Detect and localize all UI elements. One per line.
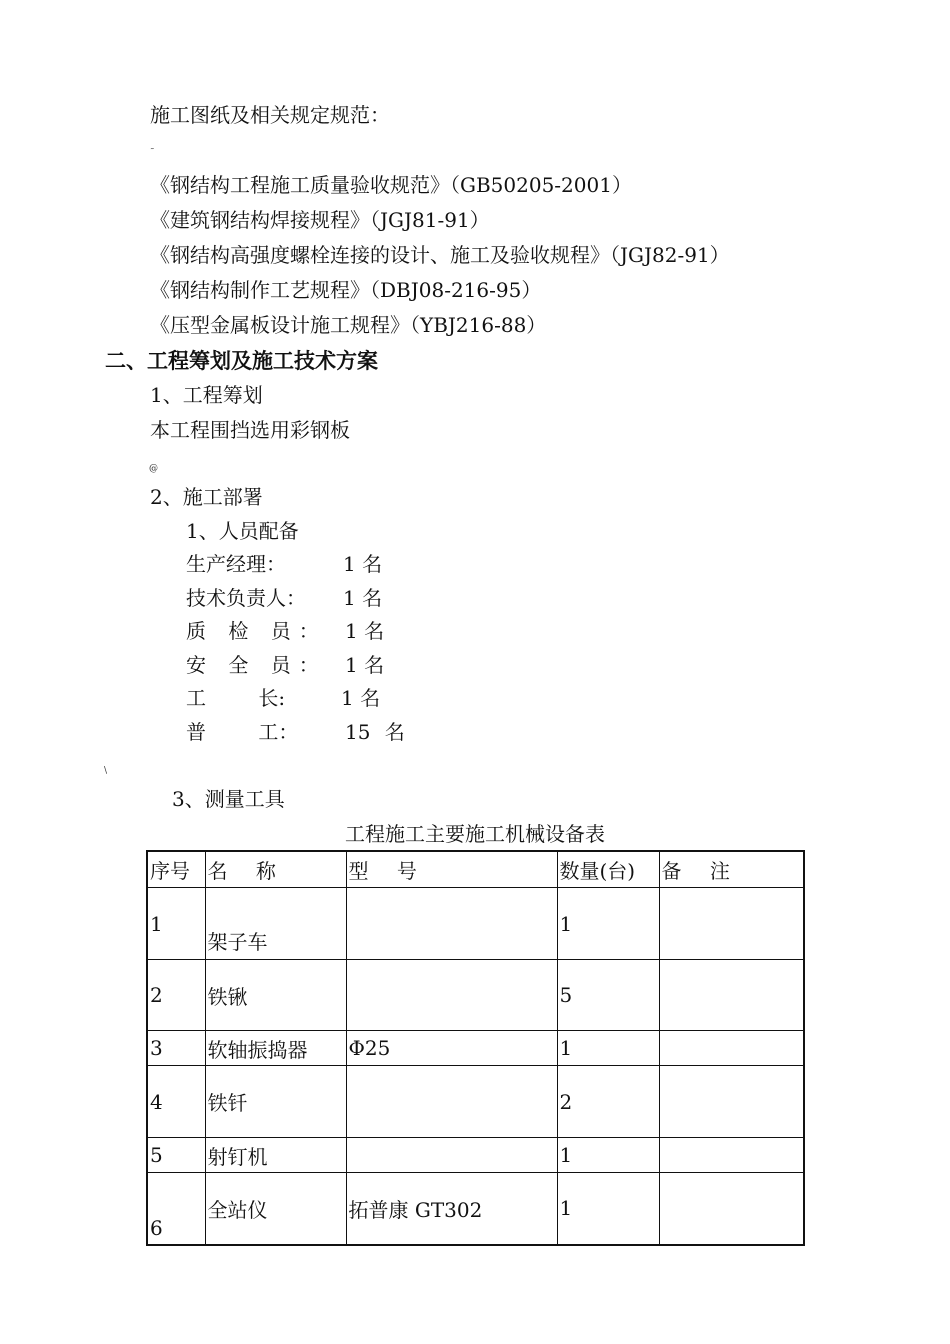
staff-row (186, 685, 381, 711)
cell-model: 拓普康 GT302 (346, 1173, 557, 1245)
standard-item: 《压型金属板设计施工规程》（YBJ216-88） (150, 313, 547, 337)
staff-count: 15 名 (345, 720, 405, 744)
subsection-title: 1、工程筹划 (150, 383, 263, 407)
header-cell: 序号 (147, 851, 205, 888)
stray-mark: ˜ (150, 148, 155, 158)
table-row (147, 1173, 804, 1245)
cell-model (346, 960, 557, 1031)
staff-count: 1 名 (341, 686, 381, 710)
standard-item: 《建筑钢结构焊接规程》（JGJ81-91） (150, 208, 490, 232)
cell-qty: 1 (557, 1138, 659, 1173)
cell-note (659, 888, 804, 960)
staff-role: 质 检 员： (186, 619, 327, 643)
cell-qty: 1 (557, 1173, 659, 1245)
cell-qty: 2 (557, 1066, 659, 1138)
section-title: 二、工程筹划及施工技术方案 (105, 349, 378, 373)
staff-role: 工 长: (186, 686, 286, 710)
cell-note (659, 1031, 804, 1066)
cell-note (659, 1173, 804, 1245)
staff-count: 1 名 (343, 586, 383, 610)
table-caption: 工程施工主要施工机械设备表 (345, 822, 605, 846)
cell-model (346, 888, 557, 960)
cell-model (346, 1066, 557, 1138)
standards-heading: 施工图纸及相关规定规范： (150, 103, 390, 127)
subsection-text: 本工程围挡选用彩钢板 (150, 418, 350, 442)
table-row (147, 1066, 804, 1138)
staff-row (186, 618, 385, 644)
staffing-title: 1、人员配备 (186, 519, 299, 543)
cell-name: 铁锹 (205, 960, 346, 1031)
cell-name: 全站仪 (205, 1173, 346, 1245)
standard-item: 《钢结构制作工艺规程》（DBJ08-216-95） (150, 278, 542, 302)
header-cell: 数量(台) (557, 851, 659, 888)
cell-no: 6 (147, 1173, 205, 1245)
cell-no: 1 (147, 888, 205, 960)
table-row (147, 1031, 804, 1066)
staff-count: 1 名 (345, 619, 385, 643)
equipment-table (146, 850, 805, 1246)
cell-name: 射钉机 (205, 1138, 346, 1173)
cell-no: 3 (147, 1031, 205, 1066)
cell-no: 5 (147, 1138, 205, 1173)
table-row (147, 960, 804, 1031)
cell-model (346, 1138, 557, 1173)
stray-mark: @ (149, 464, 158, 474)
table-row (147, 1138, 804, 1173)
cell-note (659, 1066, 804, 1138)
cell-name: 软轴振捣器 (205, 1031, 346, 1066)
staff-row (186, 585, 383, 611)
header-cell: 备 注 (659, 851, 804, 888)
cell-no: 2 (147, 960, 205, 1031)
standard-item: 《钢结构工程施工质量验收规范》（GB50205-2001） (150, 173, 632, 197)
cell-name: 架子车 (205, 888, 346, 960)
staff-row (186, 652, 385, 678)
cell-qty: 5 (557, 960, 659, 1031)
cell-no: 4 (147, 1066, 205, 1138)
staff-role: 技术负责人： (186, 586, 306, 610)
staff-count: 1 名 (345, 653, 385, 677)
stray-mark: \ (104, 766, 108, 776)
cell-note (659, 1138, 804, 1173)
table-header-row (147, 851, 804, 888)
staff-role: 普 工： (186, 720, 299, 744)
cell-model: Φ25 (346, 1031, 557, 1066)
staff-row (186, 719, 405, 745)
cell-note (659, 960, 804, 1031)
staff-count: 1 名 (343, 552, 383, 576)
cell-qty: 1 (557, 1031, 659, 1066)
staff-row (186, 551, 383, 577)
cell-name: 铁钎 (205, 1066, 346, 1138)
standard-item: 《钢结构高强度螺栓连接的设计、施工及验收规程》（JGJ82-91） (150, 243, 730, 267)
subsection-title: 3、测量工具 (172, 787, 285, 811)
staff-role: 生产经理： (186, 552, 286, 576)
header-cell: 名 称 (205, 851, 346, 888)
cell-qty: 1 (557, 888, 659, 960)
staff-role: 安 全 员： (186, 653, 327, 677)
table-row (147, 888, 804, 960)
header-cell: 型 号 (346, 851, 557, 888)
subsection-title: 2、施工部署 (150, 485, 263, 509)
